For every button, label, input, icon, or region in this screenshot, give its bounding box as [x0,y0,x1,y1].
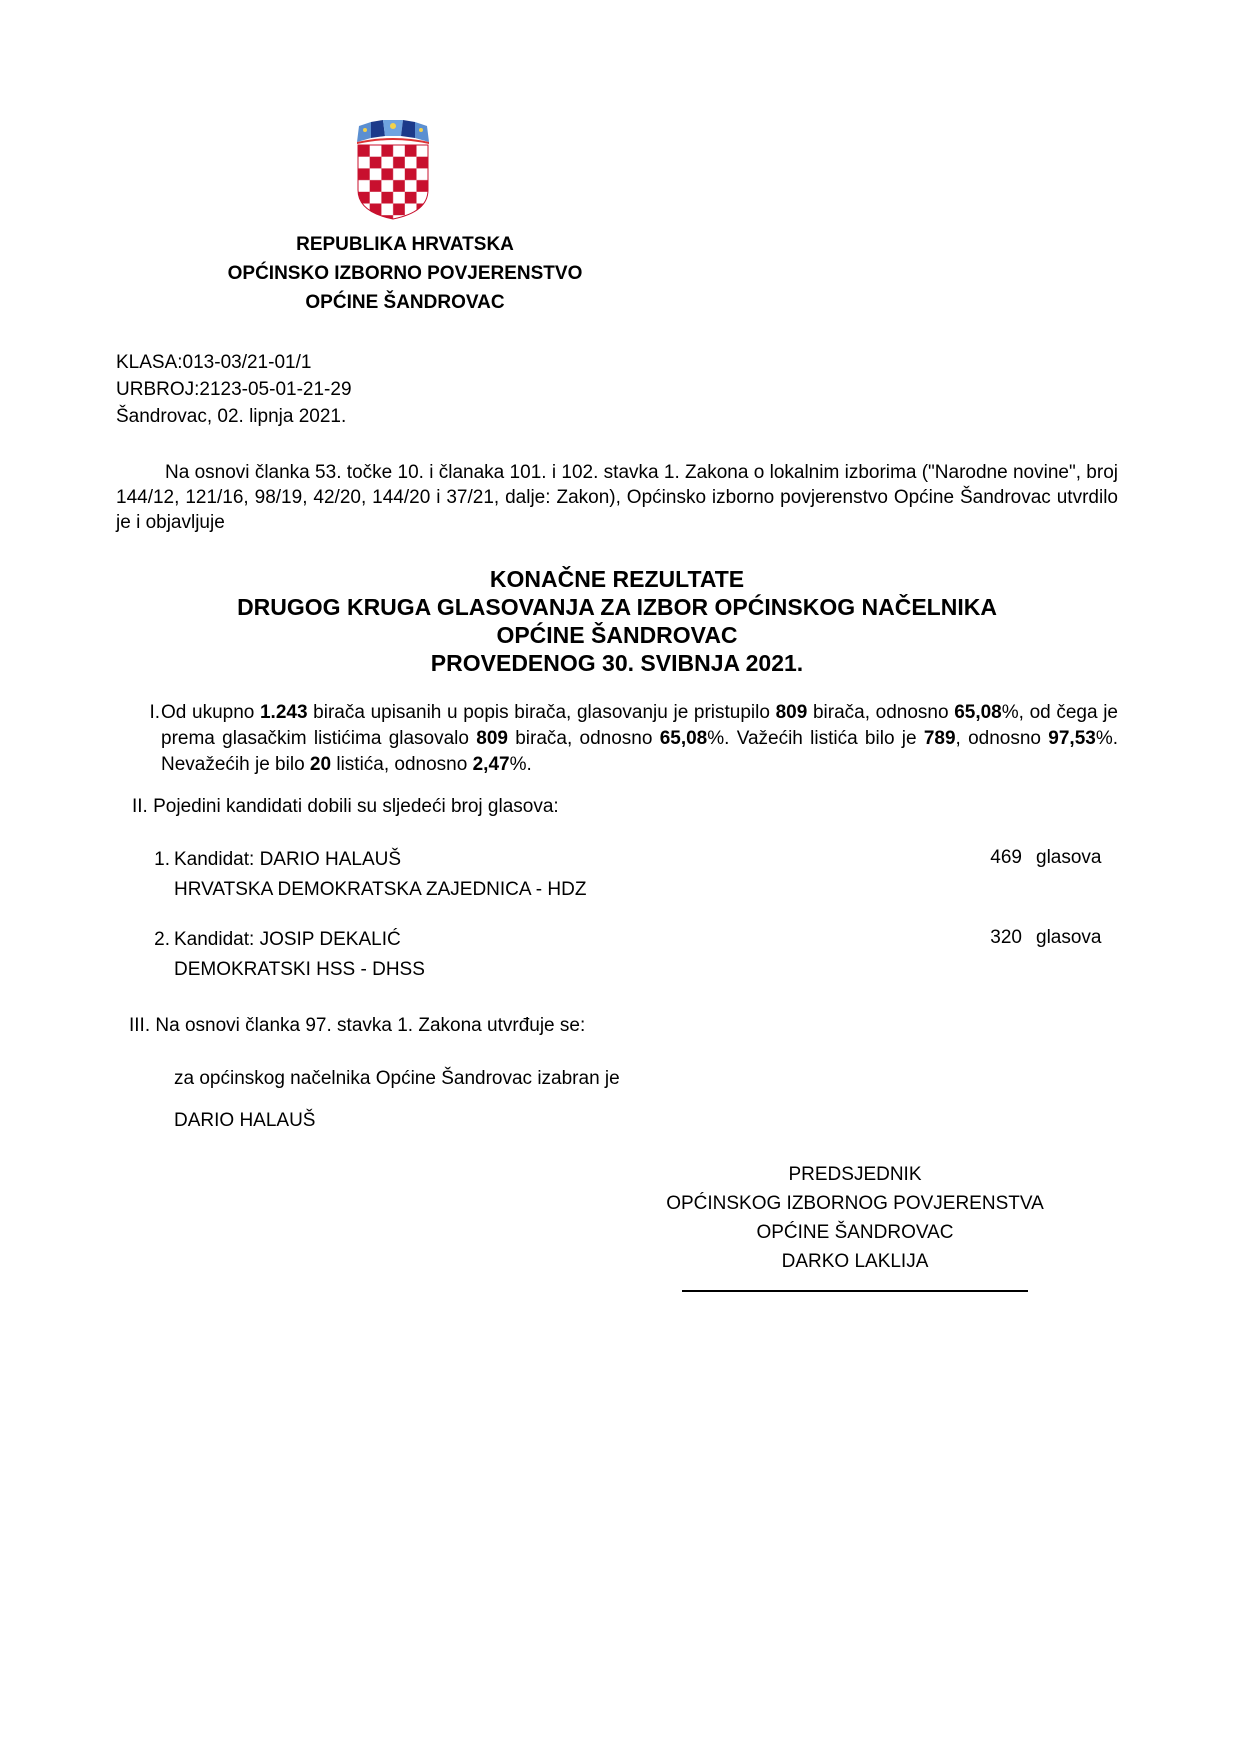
voted: 809 [476,728,508,749]
title-line-1: KONAČNE REZULTATE [489,566,745,592]
vote-count: 320 [990,927,1022,948]
text-fragment: birača, odnosno [807,702,955,723]
section-1-text [161,700,1118,778]
vote-count: 469 [990,847,1022,868]
candidate-number: 1. [154,849,170,870]
coat-of-arms-icon [355,120,431,220]
candidate-2 [146,927,425,983]
document-header [170,230,640,317]
place-date: Šandrovac, 02. lipnja 2021. [116,406,347,427]
text-fragment: %. Važećih listića bilo je [707,728,924,749]
section-3-heading: III. Na osnovi članka 97. stavka 1. Zakona utvrđuje se: [129,1015,586,1036]
header-line-1: REPUBLIKA HRVATSKA [296,234,514,255]
total-voters: 1.243 [259,702,308,723]
invalid-ballots: 20 [309,754,332,775]
intro-paragraph: Na osnovi članka 53. točke 10. i članaka 101. i 102. stavka 1. Zakona o lokalnim izborima ("Narodne novine", broj 144/12, 121/16, 98/19, 42/20, 144/20 i 37/21, dalje: Zakon), Općinsko izborno povjerenstvo Općine Šandrovac utvrdilo je i objavljuje [116,462,1118,533]
klasa: KLASA:013-03/21-01/1 [116,352,312,373]
text-fragment: %, od čega je prema glasačkim listićima glasovalo [161,702,1118,749]
header-line-3: OPĆINE ŠANDROVAC [305,292,505,313]
text-fragment: %. [509,754,532,775]
signature-block [640,1160,1070,1276]
title-line-3: OPĆINE ŠANDROVAC [496,622,738,648]
signature-line [682,1290,1028,1292]
text-fragment: %. Nevažećih je bilo [161,728,1119,775]
vote-unit: glasova [1036,927,1102,948]
voted-pct: 65,08 [659,728,708,749]
valid-ballots: 789 [923,728,956,749]
candidate-1 [146,847,586,903]
vote-unit: glasova [1036,847,1102,868]
turnout-pct: 65,08 [954,702,1002,723]
candidate-name: Kandidat: JOSIP DEKALIĆ [174,929,401,950]
signature-line-3: OPĆINE ŠANDROVAC [756,1222,954,1243]
text-fragment: , odnosno [955,728,1049,749]
section-1 [136,700,1118,778]
text-fragment: birača upisanih u popis birača, glasovanju je pristupilo [307,702,776,723]
candidate-1-votes [985,847,1102,869]
elected-statement: za općinskog načelnika Općine Šandrovac izabran je [174,1068,620,1089]
document-meta [116,349,352,430]
candidate-2-votes [985,927,1102,949]
elected-name: DARIO HALAUŠ [174,1110,316,1131]
header-line-2: OPĆINSKO IZBORNO POVJERENSTVO [227,263,583,284]
candidate-name: Kandidat: DARIO HALAUŠ [174,849,402,870]
urbroj: URBROJ:2123-05-01-21-29 [116,379,352,400]
document-title [116,565,1118,677]
text-fragment: birača, odnosno [507,728,660,749]
section-1-number: I. [149,702,160,723]
text-fragment: Od ukupno [161,702,260,723]
candidate-number: 2. [154,929,170,950]
signature-line-2: OPĆINSKOG IZBORNOG POVJERENSTVA [666,1193,1044,1214]
candidate-party: HRVATSKA DEMOKRATSKA ZAJEDNICA - HDZ [174,879,587,900]
candidate-party: DEMOKRATSKI HSS - DHSS [174,959,425,980]
title-line-4: PROVEDENOG 30. SVIBNJA 2021. [430,650,804,676]
signature-line-4: DARKO LAKLIJA [781,1251,929,1272]
signature-line-1: PREDSJEDNIK [788,1164,922,1185]
invalid-pct: 2,47 [472,754,510,775]
valid-pct: 97,53 [1048,728,1096,749]
section-2-heading: II. Pojedini kandidati dobili su sljedeći broj glasova: [132,796,559,817]
title-line-2: DRUGOG KRUGA GLASOVANJA ZA IZBOR OPĆINSKOG NAČELNIKA [237,594,997,620]
text-fragment: listića, odnosno [331,754,473,775]
turnout: 809 [775,702,808,723]
